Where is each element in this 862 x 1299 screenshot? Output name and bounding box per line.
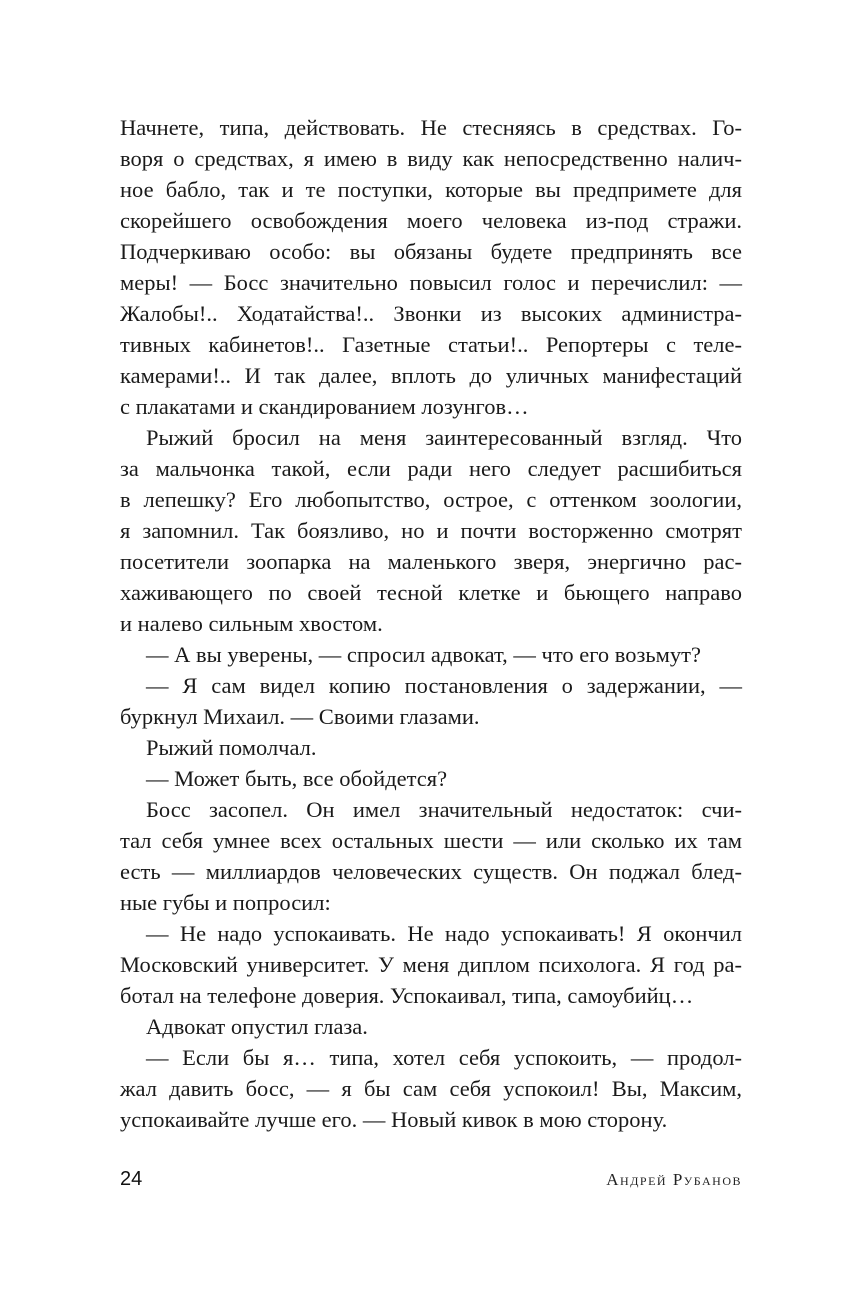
text-line: жал давить босс, — я бы сам себя успокоил! Вы, Максим, <box>120 1076 742 1101</box>
text-line: Рыжий помолчал. <box>146 735 317 760</box>
text-line: успокаивайте лучше его. — Новый кивок в мою сторону. <box>120 1107 668 1132</box>
text-line: Босс засопел. Он имел значительный недостаток: счи- <box>146 797 742 822</box>
text-line: с плакатами и скандированием лозунгов… <box>120 394 529 419</box>
text-line: буркнул Михаил. — Своими глазами. <box>120 704 480 729</box>
text-line: — Если бы я… типа, хотел себя успокоить, — продол- <box>146 1045 742 1070</box>
text-line: хаживающего по своей тесной клетке и бьющего направо <box>120 580 742 605</box>
text-line: и налево сильным хвостом. <box>120 611 383 636</box>
text-line: ное бабло, так и те поступки, которые вы предпримете для <box>120 177 742 202</box>
text-line: тал себя умнее всех остальных шести — или сколько их там <box>120 828 742 853</box>
text-line: Подчеркиваю особо: вы обязаны будете предпринять все <box>120 239 742 264</box>
text-line: в лепешку? Его любопытство, острое, с оттенком зоологии, <box>120 487 742 512</box>
page-body-text <box>120 112 742 1135</box>
text-line: я запомнил. Так боязливо, но и почти восторженно смотрят <box>120 518 742 543</box>
text-line: — Не надо успокаивать. Не надо успокаивать! Я окончил <box>146 921 742 946</box>
text-line: тивных кабинетов!.. Газетные статьи!.. Репортеры с теле- <box>120 332 742 357</box>
text-line: ботал на телефоне доверия. Успокаивал, типа, самоубийц… <box>120 983 694 1008</box>
text-line: Жалобы!.. Ходатайства!.. Звонки из высоких администра- <box>120 301 742 326</box>
text-line: Начнете, типа, действовать. Не стесняясь в средствах. Го- <box>120 115 742 140</box>
text-line: воря о средствах, я имею в виду как непосредственно налич- <box>120 146 742 171</box>
text-line: камерами!.. И так далее, вплоть до уличных манифестаций <box>120 363 742 388</box>
text-line: Рыжий бросил на меня заинтересованный взгляд. Что <box>146 425 742 450</box>
page-number: 24 <box>120 1168 143 1190</box>
running-footer-author: Андрей Рубанов <box>606 1170 742 1189</box>
text-line: Адвокат опустил глаза. <box>146 1014 368 1039</box>
text-line: меры! — Босс значительно повысил голос и перечислил: — <box>120 270 742 295</box>
text-line: за мальчонка такой, если ради него следует расшибиться <box>120 456 742 481</box>
text-line: Московский университет. У меня диплом психолога. Я год ра- <box>120 952 742 977</box>
text-line: — Я сам видел копию постановления о задержании, — <box>146 673 742 698</box>
text-line: — Может быть, все обойдется? <box>146 766 448 791</box>
text-line: посетители зоопарка на маленького зверя, энергично рас- <box>120 549 742 574</box>
text-line: есть — миллиардов человеческих существ. Он поджал блед- <box>120 859 742 884</box>
text-line: скорейшего освобождения моего человека из-под стражи. <box>120 208 742 233</box>
page-footer <box>120 1168 742 1198</box>
text-line: ные губы и попросил: <box>120 890 331 915</box>
text-line: — А вы уверены, — спросил адвокат, — что его возьмут? <box>146 642 701 667</box>
